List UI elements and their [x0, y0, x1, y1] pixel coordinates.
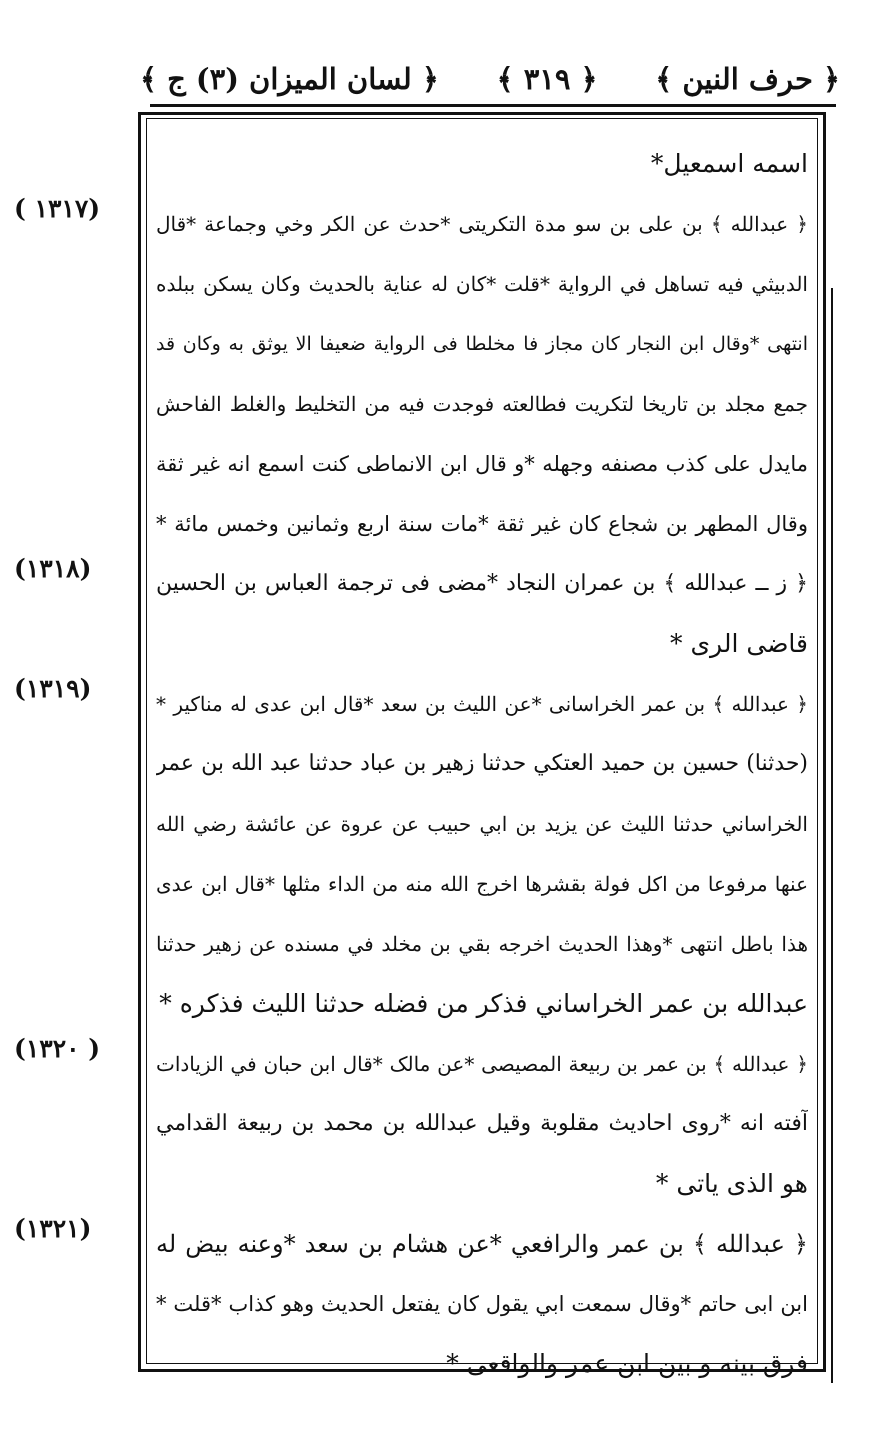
page-frame-side-rule — [831, 288, 833, 1383]
text-line: ﴿ عبدالله ﴾ بن علی بن سو مدة التکریتی *حدث عن الکر وخي وجماعة *قال — [156, 212, 808, 236]
text-line: ﴿ ز ــ عبدالله ﴾ بن عمران النجاد *مضی فی ترجمة العباس بن الحسین — [156, 571, 808, 596]
text-line: (حدثنا) حسین بن حمید العتکي حدثنا زهیر بن عباد حدثنا عبد الله بن عمر — [156, 751, 808, 776]
entry-number: (١٣١٨) — [14, 554, 92, 583]
text-line: عبدالله بن عمر الخراساني فذکر من فضله حدثنا اللیث فذکره * — [159, 989, 808, 1018]
text-line: ابن ابی حاتم *وقال سمعت ابي یقول کان یفتعل الحدیث وهو کذاب *قلت * — [156, 1292, 808, 1316]
page-number: ﴿ ٣١٩ ﴾ — [496, 62, 598, 96]
text-line: اسمه اسمعیل* — [650, 149, 808, 178]
book-title: ﴿ لسان المیزان (٣) ج ﴾ — [140, 62, 439, 96]
entry-number: (١٣٢١) — [14, 1214, 92, 1243]
entry-text-block — [156, 134, 808, 1378]
page-header — [140, 52, 840, 106]
text-line: وقال المطهر بن شجاع کان غیر ثقة *مات سنة اربع وثمانین وخمس مائة * — [156, 512, 808, 536]
text-line: انتهی *وقال ابن النجار کان مجاز فا مخلطا فی الروایة ضعیفا الا یوثق به وکان قد — [156, 333, 808, 355]
text-line: ﴿ عبدالله ﴾ بن عمر الخراسانی *عن اللیث بن سعد *قال ابن عدی له مناکیر * — [156, 692, 808, 716]
text-line: قاضی الری * — [670, 629, 808, 658]
section-title: ﴿ حرف النین ﴾ — [655, 62, 840, 96]
text-line: جمع مجلد بن تاریخا لتکریت فطالعته فوجدت فیه من التخلیط والغلط الفاحش — [156, 392, 808, 416]
text-line: آفته انه *روی احادیث مقلوبة وقیل عبدالله بن محمد بن ربیعة القدامي — [156, 1111, 808, 1136]
text-line: الدبیثي فیه تساهل في الروایة *قلت *کان له عنایة بالحدیث وکان یسکن ببلده — [156, 272, 808, 296]
entry-number: ( ١٣٢٠) — [14, 1034, 101, 1063]
text-line: الخراساني حدثنا اللیث عن یزید بن ابي حبیب عن عروة عن عائشة رضي الله — [156, 812, 808, 836]
text-line: هذا باطل انتهی *وهذا الحدیث اخرجه بقي بن مخلد في مسنده عن زهیر حدثنا — [156, 932, 808, 956]
text-line: ﴿ عبدالله ﴾ بن عمر بن ربیعة المصیصی *عن مالک *قال ابن حبان في الزیادات — [156, 1052, 808, 1076]
text-line: هو الذی یاتی * — [655, 1169, 808, 1198]
entry-number: (١٣١٧ ) — [14, 194, 101, 223]
text-line: عنها مرفوعا من اکل فولة بقشرها اخرج الله منه من الداء مثلها *قال ابن عدی — [156, 872, 808, 896]
text-line: ﴿ عبدالله ﴾ بن عمر والرافعي *عن هشام بن سعد *وعنه بیض له — [156, 1230, 808, 1258]
entry-number: (١٣١٩) — [14, 674, 92, 703]
text-line: مایدل علی کذب مصنفه وجهله *و قال ابن الانماطی کنت اسمع انه غیر ثقة — [156, 452, 808, 476]
text-line: فرق بینه و بین ابن عمر والواقعی * — [446, 1349, 808, 1378]
header-rule — [150, 104, 836, 107]
